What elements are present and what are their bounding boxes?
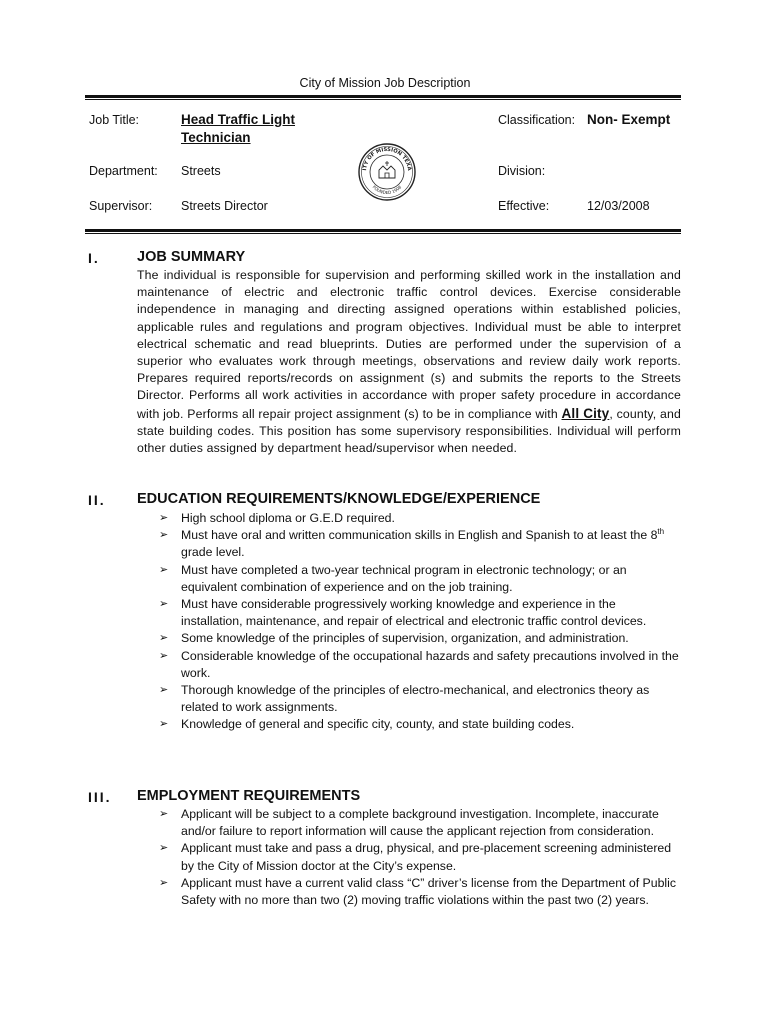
effective-value: 12/03/2008 — [587, 199, 650, 213]
arrow-bullet-icon: ➢ — [159, 563, 169, 576]
list-item: ➢ Must have considerable progressively working knowledge and experience in the installation, maintenance, and repair of electrical and electronic traffic control devices. — [159, 597, 647, 629]
section-1-number: I. — [88, 250, 100, 266]
list-item: ➢ Must have completed a two-year technical program in electronic technology; or an equivalent combination of experience and on the job training. — [159, 562, 627, 594]
section-3-number: III. — [88, 789, 112, 805]
employment-requirements-list — [159, 806, 679, 909]
header-rule-thick — [85, 95, 681, 98]
section-3-title: EMPLOYMENT REQUIREMENTS — [137, 788, 361, 804]
list-item: ➢ Applicant must take and pass a drug, physical, and pre-placement screening administered by the City of Mission doctor at the City’s expense. — [159, 841, 672, 873]
classification-value: Non- Exempt — [587, 112, 671, 127]
section-2-number: II. — [88, 492, 106, 508]
header-rule-thin — [85, 99, 681, 100]
list-item: ➢ Some knowledge of the principles of supervision, organization, and administration. — [159, 630, 679, 647]
job-title-line2: Technician — [181, 130, 251, 145]
arrow-bullet-icon: ➢ — [159, 876, 169, 889]
city-seal-icon — [357, 142, 417, 202]
list-item: ➢ Applicant must have a current valid class “C” driver’s license from the Department of Public Safety with no more than two (2) moving traffic violations within the past two (2) years. — [159, 875, 677, 908]
svg-text:FOUNDED 1908: FOUNDED 1908 — [371, 184, 403, 196]
supervisor-value: Streets Director — [181, 199, 268, 213]
job-summary-paragraph: The individual is responsible for supervision and performing skilled work in the installation and maintenance of electric and electronic traffic control devices. Exercise considerable independence in managing and directing assigned operations within established policies, applicable rules and regulations and program objectives. Individual must be able to interpret electrical schematic and read blueprints. Duties are performed under the supervision of a superior who evaluates work through meetings, observations and review daily work reports. Prepares required reports/records on assignment (s) and submits the reports to the Streets Director. Performs all work activities in accordance with proper safety procedure in accordance with job. Performs all repair project assignment (s) to be in compliance with All City, county, and state building codes. This position has some supervisory responsibilities. Individual will perform other duties assigned by department head/supervisor when needed. — [137, 268, 681, 456]
svg-text:CITY OF MISSION TEXAS: ITY OF MISSION TEXA — [362, 146, 413, 172]
job-title-label: Job Title: — [89, 113, 140, 127]
effective-label: Effective: — [498, 199, 550, 213]
arrow-bullet-icon: ➢ — [159, 718, 169, 731]
document-title: City of Mission Job Description — [299, 76, 471, 90]
arrow-bullet-icon: ➢ — [159, 842, 169, 855]
list-item: ➢ Applicant will be subject to a complete background investigation. Incomplete, inaccurate and/or failure to report information will cause the applicant rejection from consideration. — [159, 807, 659, 839]
arrow-bullet-icon: ➢ — [159, 632, 169, 645]
all-city-emphasis: All City — [561, 405, 610, 421]
header-bottom-rule-thin — [85, 233, 681, 234]
arrow-bullet-icon: ➢ — [159, 684, 169, 697]
department-label: Department: — [89, 164, 158, 178]
arrow-bullet-icon: ➢ — [159, 649, 169, 662]
division-label: Division: — [498, 164, 546, 178]
arrow-bullet-icon: ➢ — [159, 529, 169, 542]
department-value: Streets — [181, 164, 221, 178]
list-item: ➢ Considerable knowledge of the occupational hazards and safety precautions involved in the work. — [159, 648, 679, 680]
section-2-title: EDUCATION REQUIREMENTS/KNOWLEDGE/EXPERIENCE — [137, 491, 541, 507]
job-title-line1: Head Traffic Light — [181, 112, 296, 127]
header-bottom-rule-thick — [85, 229, 681, 232]
list-item: ➢ Knowledge of general and specific city, county, and state building codes. — [159, 716, 679, 733]
education-requirements-list — [159, 510, 679, 734]
arrow-bullet-icon: ➢ — [159, 808, 169, 820]
supervisor-label: Supervisor: — [89, 199, 153, 213]
list-item: ➢ Must have oral and written communication skills in English and Spanish to at least the 8th grade level. — [159, 527, 665, 560]
arrow-bullet-icon: ➢ — [159, 512, 169, 524]
list-item: ➢ High school diploma or G.E.D required. — [159, 510, 679, 527]
section-1-title: JOB SUMMARY — [137, 249, 246, 265]
list-item: ➢ Thorough knowledge of the principles of electro-mechanical, and electronics theory as related to work assignments. — [159, 683, 650, 715]
classification-label: Classification: — [498, 113, 576, 127]
arrow-bullet-icon: ➢ — [159, 598, 169, 611]
